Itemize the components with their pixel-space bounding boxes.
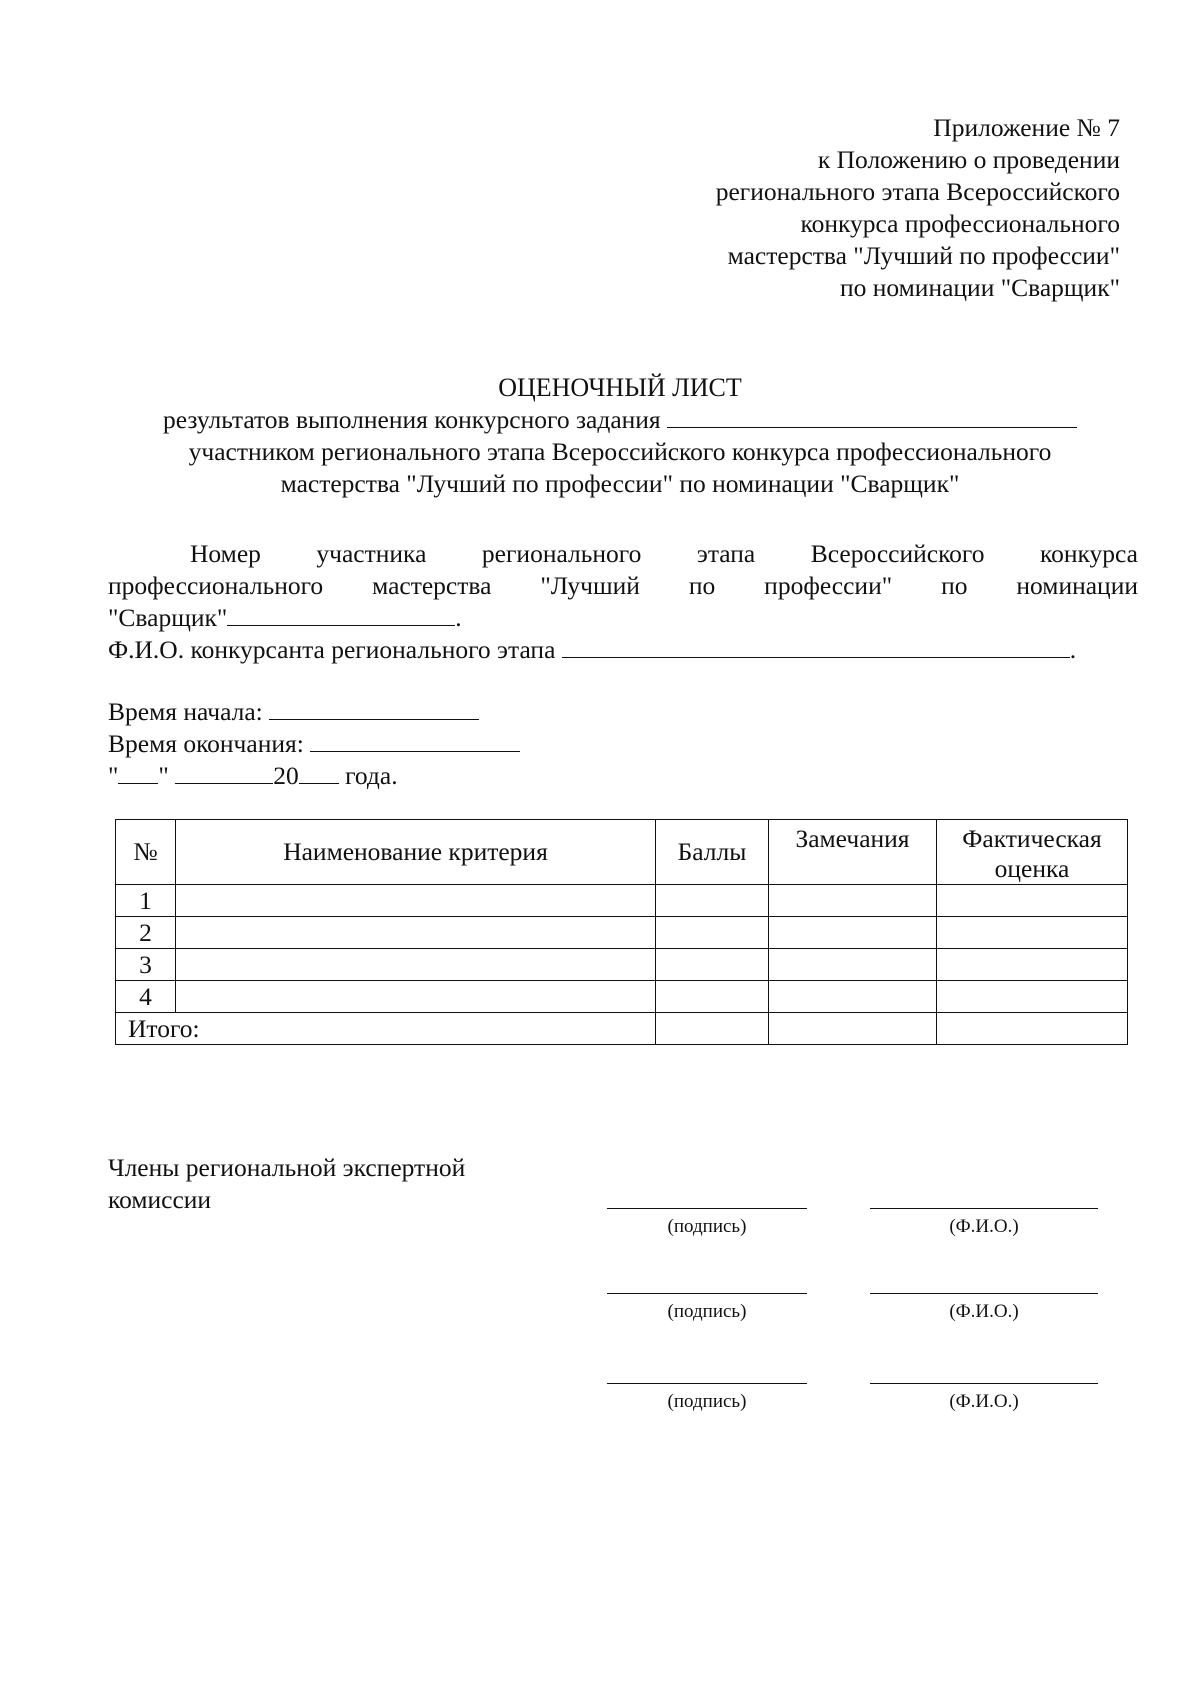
table-header-row bbox=[116, 820, 1128, 885]
criterion-cell[interactable] bbox=[176, 949, 656, 981]
time-block bbox=[108, 696, 520, 792]
header-actual-line-2: оценка bbox=[994, 854, 1070, 883]
actual-score-cell[interactable] bbox=[937, 917, 1128, 949]
table-row bbox=[116, 981, 1128, 1013]
participant-number-line-1: Номер участника регионального этапа Всероссийского конкурса bbox=[190, 539, 1138, 568]
appendix-line: к Положению о проведении bbox=[817, 145, 1120, 174]
end-time-blank[interactable] bbox=[310, 729, 520, 752]
appendix-line: Приложение № 7 bbox=[933, 113, 1120, 142]
total-points-cell[interactable] bbox=[656, 1013, 769, 1045]
period: . bbox=[1069, 635, 1077, 664]
points-cell[interactable] bbox=[656, 981, 769, 1013]
fio-line[interactable] bbox=[870, 1293, 1098, 1294]
nomination-label: "Сварщик" bbox=[108, 603, 228, 632]
century-label: 20 bbox=[273, 761, 299, 790]
points-cell[interactable] bbox=[656, 949, 769, 981]
table-total-row bbox=[116, 1013, 1128, 1045]
fio-caption: (Ф.И.О.) bbox=[949, 1301, 1019, 1322]
task-name-blank[interactable] bbox=[667, 405, 1077, 428]
participant-number-blank[interactable] bbox=[227, 603, 455, 626]
commission-line-2: комиссии bbox=[108, 1185, 212, 1214]
remarks-cell[interactable] bbox=[769, 917, 937, 949]
quote-open: " bbox=[108, 761, 119, 790]
appendix-line: мастерства "Лучший по профессии" bbox=[727, 241, 1120, 270]
end-time-label: Время окончания: bbox=[108, 729, 304, 758]
signature-row bbox=[0, 1383, 1200, 1433]
commission-label bbox=[108, 1152, 465, 1216]
row-number: 2 bbox=[116, 917, 176, 949]
participant-number-line-3 bbox=[108, 602, 1138, 634]
criterion-cell[interactable] bbox=[176, 981, 656, 1013]
signature-line[interactable] bbox=[607, 1208, 807, 1209]
total-label: Итого: bbox=[116, 1013, 656, 1045]
signature-line[interactable] bbox=[607, 1293, 807, 1294]
header-remarks: Замечания bbox=[769, 820, 937, 885]
header-actual-score bbox=[937, 820, 1128, 885]
day-blank[interactable] bbox=[118, 761, 158, 784]
remarks-cell[interactable] bbox=[769, 981, 937, 1013]
signature-caption: (подпись) bbox=[667, 1391, 747, 1412]
month-blank[interactable] bbox=[175, 761, 273, 784]
header-points: Баллы bbox=[656, 820, 769, 885]
signature-caption: (подпись) bbox=[667, 1301, 747, 1322]
year-blank[interactable] bbox=[299, 761, 339, 784]
fio-line[interactable] bbox=[870, 1383, 1098, 1384]
row-number: 4 bbox=[116, 981, 176, 1013]
criterion-cell[interactable] bbox=[176, 917, 656, 949]
appendix-line: конкурса профессионального bbox=[800, 209, 1120, 238]
criteria-table bbox=[115, 819, 1128, 1045]
table-row bbox=[116, 885, 1128, 917]
actual-score-cell[interactable] bbox=[937, 981, 1128, 1013]
fio-caption: (Ф.И.О.) bbox=[949, 1391, 1019, 1412]
document-title: ОЦЕНОЧНЫЙ ЛИСТ bbox=[498, 373, 742, 402]
start-time-line bbox=[108, 696, 520, 728]
heading-line-1 bbox=[0, 404, 1200, 436]
appendix-line: по номинации "Сварщик" bbox=[839, 273, 1120, 302]
criterion-cell[interactable] bbox=[176, 885, 656, 917]
total-actual-score-cell[interactable] bbox=[937, 1013, 1128, 1045]
signature-row bbox=[0, 1293, 1200, 1343]
participant-number-line-2: профессионального мастерства "Лучший по профессии" по номинации bbox=[108, 571, 1138, 600]
heading-task-label: результатов выполнения конкурсного задания bbox=[162, 405, 661, 434]
signature-caption: (подпись) bbox=[667, 1216, 747, 1237]
participant-info bbox=[108, 538, 1138, 666]
table-row bbox=[116, 917, 1128, 949]
fio-label: Ф.И.О. конкурсанта регионального этапа bbox=[108, 635, 556, 664]
table-row bbox=[116, 949, 1128, 981]
appendix-line: регионального этапа Всероссийского bbox=[715, 177, 1120, 206]
period: . bbox=[455, 603, 462, 632]
actual-score-cell[interactable] bbox=[937, 885, 1128, 917]
points-cell[interactable] bbox=[656, 917, 769, 949]
participant-fio-line bbox=[108, 634, 1138, 666]
quote-close: " bbox=[158, 761, 169, 790]
year-word: года. bbox=[345, 761, 398, 790]
total-remarks-cell[interactable] bbox=[769, 1013, 937, 1045]
date-line bbox=[108, 760, 520, 792]
actual-score-cell[interactable] bbox=[937, 949, 1128, 981]
appendix-header bbox=[716, 112, 1120, 304]
remarks-cell[interactable] bbox=[769, 885, 937, 917]
row-number: 1 bbox=[116, 885, 176, 917]
fio-caption: (Ф.И.О.) bbox=[949, 1216, 1019, 1237]
start-time-blank[interactable] bbox=[269, 697, 479, 720]
heading-line-3: мастерства "Лучший по профессии" по номинации "Сварщик" bbox=[280, 469, 960, 498]
row-number: 3 bbox=[116, 949, 176, 981]
points-cell[interactable] bbox=[656, 885, 769, 917]
fio-line[interactable] bbox=[870, 1208, 1098, 1209]
participant-fio-blank[interactable] bbox=[562, 635, 1070, 658]
start-time-label: Время начала: bbox=[108, 697, 263, 726]
signature-line[interactable] bbox=[607, 1383, 807, 1384]
remarks-cell[interactable] bbox=[769, 949, 937, 981]
document-heading bbox=[0, 372, 1200, 500]
header-actual-line-1: Фактическая bbox=[962, 824, 1102, 853]
header-criterion: Наименование критерия bbox=[176, 820, 656, 885]
commission-line-1: Члены региональной экспертной bbox=[108, 1153, 466, 1182]
heading-line-2: участником регионального этапа Всероссийского конкурса профессионального bbox=[188, 437, 1052, 466]
end-time-line bbox=[108, 728, 520, 760]
header-number: № bbox=[116, 820, 176, 885]
signature-row bbox=[0, 1208, 1200, 1258]
